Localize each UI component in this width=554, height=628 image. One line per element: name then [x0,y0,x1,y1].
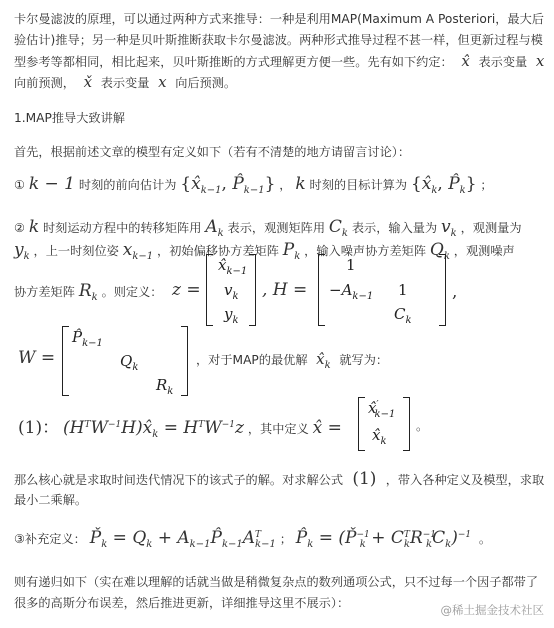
math-normal-equation: $(H^TW^{-1}H)x̂_k = H^TW^{-1}z$ [62,418,244,440]
w-line-text [196,350,388,371]
item-3 [14,528,491,550]
math-xhat-def: x̂ = [312,418,342,438]
item-1-marker: ① [14,178,25,192]
math-A-k: $A_k$ [205,217,224,239]
intro-line-4 [14,73,236,91]
math-k: k [295,174,306,194]
first-paragraph: 首先，根据前述文章的模型有定义如下（若有不清楚的地方请留言讨论）： [14,145,411,159]
intro-line-3-text: 型参考等都相同，相比起来，贝叶斯推断的方式理解更方便一些。先有如下约定： [14,55,453,69]
math-v-k: $v_k$ [441,217,457,239]
core-para-line-1 [14,469,544,489]
intro-line-4b: 向后预测。 [175,76,237,90]
core-para-text-a: 那么核心就是求取时间迭代情况下的该式子的解。对求解公式 [14,473,344,487]
item-2-text-c: 表示，输入量为 [351,221,438,235]
item-2-marker: ② [14,221,25,235]
matrix-W: $P̂_{k-1}$ $Q_k$ $R_k$ [62,326,188,396]
math-z-eq: z = [172,280,201,300]
intro-line-4a: 向前预测， [14,76,75,90]
math-W-eq: W = [18,348,56,368]
math-Q-k: $Q_k$ [429,240,450,262]
intro-line-2: 验估计)推导；另一种是贝叶斯推断获取卡尔曼滤波。两种形式推导过程不甚一样，但更新过程与模 [14,33,543,47]
math-forward-estimate: {$x̂_{k-1}$, $P̂_{k-1}$} [180,174,276,196]
comma-sep: ， [279,178,292,192]
item-2-text-d: ，观测量为 [460,221,522,235]
watermark: @稀土掘金技术社区 [440,603,544,617]
math-x: x [531,52,545,70]
math-P-check: $P̌_k = Q_k$ + $A_{k-1}P̂_{k-1}A^T_{k-1}$ [89,528,276,550]
core-para-text-b: ，带入各种定义及模型，求取 [385,473,545,487]
math-H-eq: , H = [262,280,308,300]
w-line-text-a: ，对于MAP的最优解 [196,353,308,367]
matrix-z: $x̂_{k-1}$ $v_k$ $y_k$ [206,254,256,326]
math-k-2: k [28,217,40,237]
item-2-line-3 [14,281,163,303]
equation-1 [18,413,342,440]
matrix-H: 1 $-A_{k-1}$ 1 $C_k$ [318,254,446,326]
section-heading: 1.MAP推导大致讲解 [14,111,125,125]
item-2-text-f: ，初始偏移协方差矩阵 [157,244,279,258]
math-P-k: $P_k$ [282,240,301,262]
item-2-text-h: ，观测噪声 [453,244,515,258]
math-x-2: x [153,73,172,91]
item-2-line-1 [14,217,522,239]
item-2-text-j: 。则定义： [101,285,163,299]
item-1-text-b: 时刻的目标计算为 [309,178,408,192]
math-R-k: $R_k$ [78,281,98,303]
math-xhat: x̂ [456,52,475,70]
item-3-label: ③补充定义： [14,532,86,546]
math-x-k-minus-1: $x_{k-1}$ [122,240,154,262]
core-para-line-2: 最小二乘解。 [14,493,88,507]
matrix-xhat: $x̂'_{k-1}$ $x̂_k$ [358,397,410,451]
intro-xcheck-text: 表示变量 [100,76,150,90]
intro-xhat-text: 表示变量 [478,55,528,69]
item-2-text-i: 协方差矩阵 [14,285,75,299]
math-comma: , [452,282,458,302]
w-line-text-b: 就写为： [339,353,389,367]
item-1-text-a: 时刻的前向估计为 [78,178,177,192]
intro-line-3 [14,52,544,70]
item-2-text-g: ，输入噪声协方差矩阵 [304,244,427,258]
recursion-line-1: 则有递归如下（实在难以理解的话就当做是稍微复杂点的数列通项公式，只不过每一个因子都带了 [14,575,539,589]
equation-1-label: (1)： [18,418,60,438]
equation-1-text: ，其中定义 [247,422,309,436]
item-1 [14,174,493,196]
period: 。 [416,419,429,433]
item-1-tail: ； [480,178,493,192]
math-xcheck: x̌ [78,73,97,91]
item-2-text-a: 时刻运动方程中的转移矩阵用 [43,221,202,235]
item-2-text-e: ，上一时刻位姿 [33,244,119,258]
item-3-sep: ； [279,532,292,546]
math-target: {$x̂_k$, $P̂_k$} [410,174,477,196]
math-P-hat: $P̂_k$ = (P̌$^{-1}_k$ + $C^T_kR^{-1}_kC_k)^{-1}$ [295,528,472,550]
recursion-line-2: 很多的高斯分布误差，然后推进更新，详细推导这里不展示）： [14,596,350,610]
math-C-k: $C_k$ [328,217,348,239]
intro-line-1: 卡尔曼滤波的原理，可以通过两种方式来推导：一种是利用MAP(Maximum A Posteriori，最大后 [14,12,544,26]
item-3-period: 。 [474,532,492,546]
math-ref-1: (1) [346,469,382,489]
math-y-k: $y_k$ [14,240,30,262]
math-xhat-k: $x̂_k$ [311,350,331,371]
item-2-text-b: 表示，观测矩阵用 [227,221,326,235]
math-k-minus-1: k − 1 [28,174,76,194]
